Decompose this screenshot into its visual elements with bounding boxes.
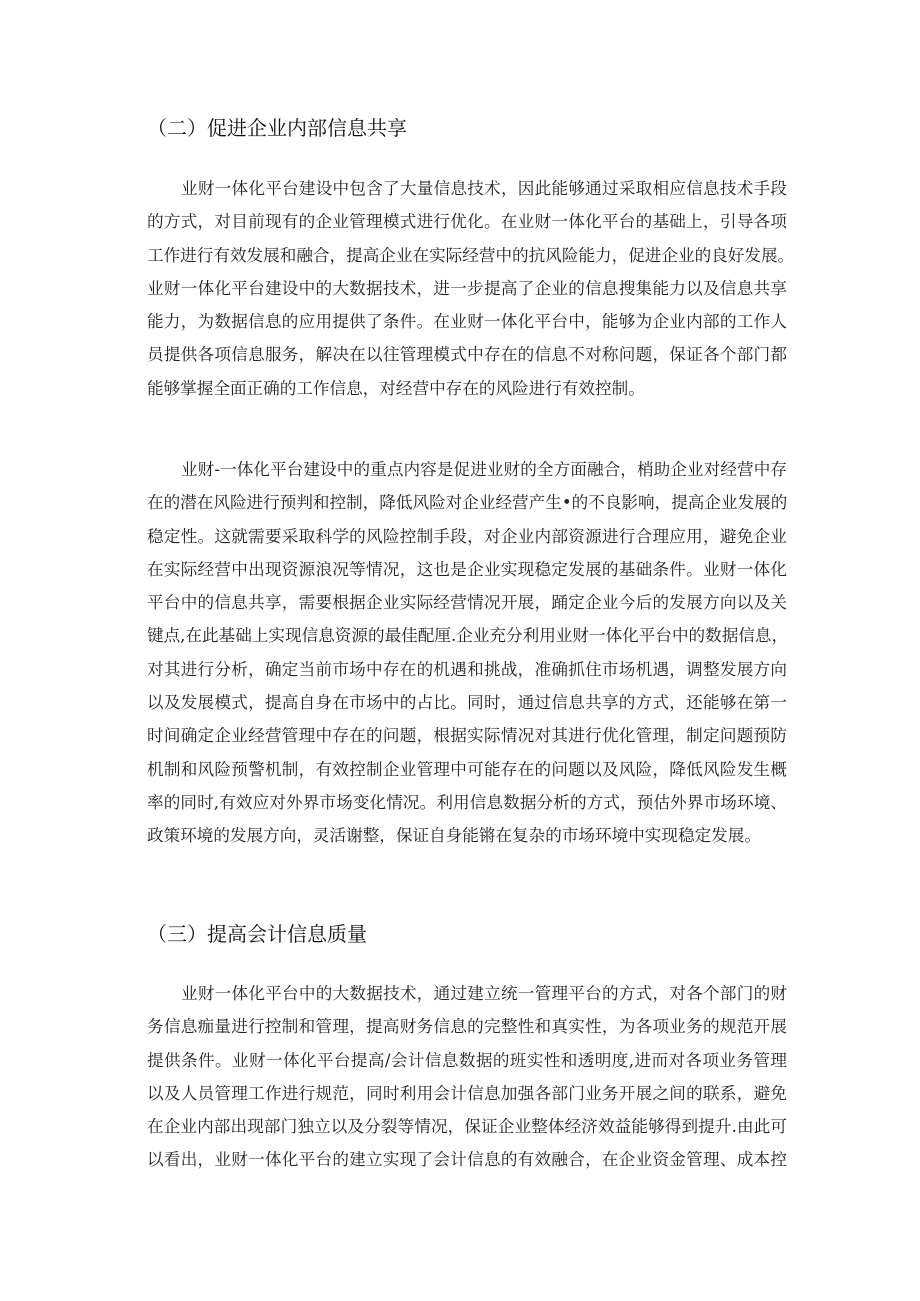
text-line: 业财一体化平台建设中的大数据技术，进一步提高了企业的信息搜集能力以及信息共享 (147, 278, 787, 298)
text-line: 以看出，业财一体化平台的建立实现了会计信息的有效融合，在企业资金管理、成本控 (147, 1150, 787, 1170)
section-heading-3: （三）提高会计信息质量 (147, 922, 367, 946)
text-line: 平台中的信息共享，需要根据企业实际经营情况开展，踊定企业今后的发展方向以及关 (147, 593, 787, 613)
text-line: 提供条件。业财一体化平台提高/会计信息数据的班实性和透明度,进而对各项业务管理 (147, 1050, 787, 1070)
section-2-paragraph-2 (147, 453, 787, 853)
text-line: 政策环境的发展方向，灵活谢整，保证自身能锵在复杂的市场环境中实现稳定发展。 (147, 826, 761, 846)
text-line: 在实际经营中出现资源浪况等情况，这也是企业实现稳定发展的基础条件。业财一体化 (147, 559, 787, 579)
text-line: 稳定性。这就需要采取科学的风险控制手段，对企业内部资源进行合理应用，避免企业 (147, 526, 787, 546)
text-line: 的方式，对目前现有的企业管理模式进行优化。在业财一体化平台的基础上，引导各项 (147, 212, 787, 232)
text-line: 键点,在此基础上实现信息资源的最佳配厘.企业充分利用业财一体化平台中的数据信息， (147, 626, 789, 646)
text-line: 业财一体化平台建设中包含了大量信息技术，因此能够通过采取相应信息技术手段 (181, 179, 787, 198)
text-line: 机制和风险预警机制，有效控制企业管理中可能存在的问题以及风险，降低风险发生概 (147, 759, 787, 779)
text-line: 能够掌握全面正确的工作信息，对经营中存在的风险进行有效控制。 (147, 378, 645, 398)
text-line: 务信息痂量进行控制和管理，提高财务信息的完整性和真实性，为各项业务的规范开展 (147, 1017, 787, 1037)
text-line: 工作进行有效发展和融合，提高企业在实际经营中的抗风险能力，促进企业的良好发展。 (147, 245, 795, 265)
text-line: 率的同时,有效应对外界市场变化情况。利用信息数据分析的方式，预估外界市场环境、 (147, 792, 787, 812)
section-heading-2: （二）促进企业内部信息共享 (147, 116, 407, 140)
text-line: 在企业内部出现部门独立以及分裂等情况，保证企业整体经济效益能够得到提升.由此可 (147, 1117, 787, 1137)
text-line: 以及人员管理工作进行规范，同时利用会计信息加强各部门业务开展之间的联系，避免 (147, 1083, 787, 1103)
text-line: 对其进行分析，确定当前市场中存在的机遇和挑战，准确抓住市场机遇，调整发展方向 (147, 659, 787, 679)
section-2-paragraph-1 (147, 172, 795, 405)
text-line: 在的潜在风险进行预判和控制，降低风险对企业经营产生•的不良影响，提高企业发展的 (147, 493, 788, 513)
text-line: 业财一体化平台中的大数据技术，通过建立统一管理平台的方式，对各个部门的财 (181, 984, 787, 1003)
text-line: 能力，为数据信息的应用提供了条件。在业财一体化平台中，能够为企业内部的工作人 (147, 312, 787, 332)
text-line: 时间确定企业经营管理中存在的问题，根据实际情况对其进行优化管理，制定问题预防 (147, 726, 787, 746)
section-3-paragraph-1 (147, 977, 787, 1177)
text-line: 业财-一体化平台建设中的重点内容是促进业财的全方面融合，梢助企业对经营中存 (181, 460, 787, 479)
text-line: 以及发展模式，提高自身在市场中的占比。同时，通过信息共享的方式，还能够在第一 (147, 693, 787, 713)
text-line: 员提供各项信息服务，解决在以往管理模式中存在的信息不对称问题，保证各个部门都 (147, 345, 787, 365)
